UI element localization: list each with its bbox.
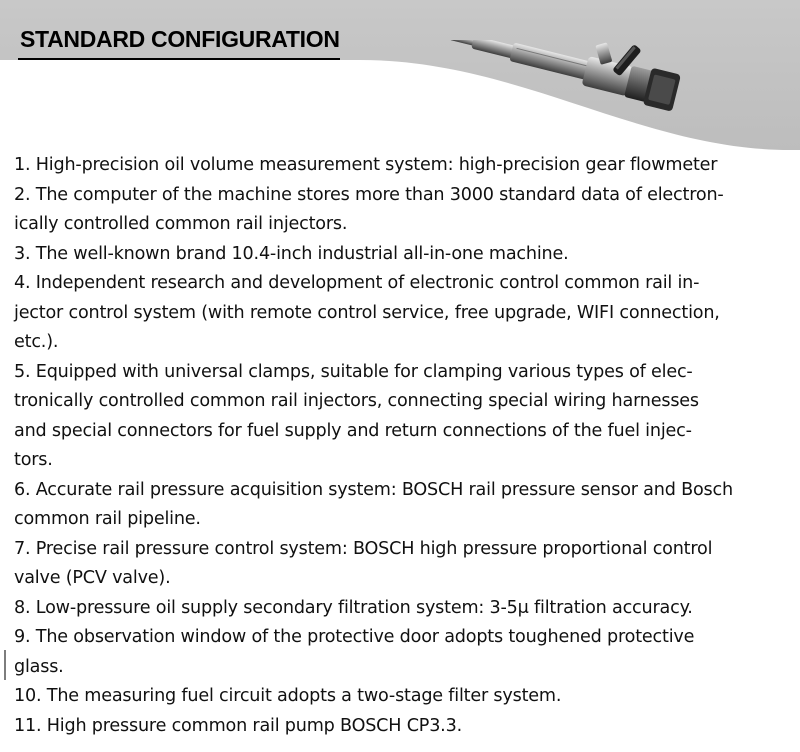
page-title: STANDARD CONFIGURATION xyxy=(20,26,340,52)
list-line: ically controlled common rail injectors. xyxy=(14,214,348,234)
list-line: tors. xyxy=(14,450,53,470)
list-line: 8. Low-pressure oil supply secondary filtration system: 3-5μ filtration accuracy. xyxy=(14,597,693,618)
edge-marker xyxy=(4,650,6,680)
list-line: 3. The well-known brand 10.4-inch industrial all-in-one machine. xyxy=(14,243,569,264)
title-underline xyxy=(18,58,340,60)
configuration-list xyxy=(14,151,794,741)
list-line: etc.). xyxy=(14,332,59,352)
list-line: 2. The computer of the machine stores more than 3000 standard data of electron- xyxy=(14,184,724,205)
list-line: 6. Accurate rail pressure acquisition system: BOSCH rail pressure sensor and Bosch xyxy=(14,479,733,500)
list-line: 9. The observation window of the protective door adopts toughened protective xyxy=(14,627,695,647)
list-line: 4. Independent research and development of electronic control common rail in- xyxy=(14,273,700,293)
list-line: 1. High-precision oil volume measurement system: high-precision gear flowmeter xyxy=(14,155,718,175)
list-line: 5. Equipped with universal clamps, suitable for clamping various types of elec- xyxy=(14,361,693,382)
list-line: valve (PCV valve). xyxy=(14,568,171,588)
list-line: jector control system (with remote control service, free upgrade, WIFI connection, xyxy=(14,302,720,323)
fuel-injector-icon xyxy=(438,40,708,140)
list-line: and special connectors for fuel supply and return connections of the fuel injec- xyxy=(14,420,692,441)
list-line: tronically controlled common rail injectors, connecting special wiring harnesses xyxy=(14,391,699,411)
list-line: glass. xyxy=(14,656,64,677)
list-line: 11. High pressure common rail pump BOSCH CP3.3. xyxy=(14,715,462,736)
list-line: 10. The measuring fuel circuit adopts a two-stage filter system. xyxy=(14,686,562,706)
list-line: 7. Precise rail pressure control system: BOSCH high pressure proportional control xyxy=(14,538,713,559)
list-line: common rail pipeline. xyxy=(14,509,201,529)
